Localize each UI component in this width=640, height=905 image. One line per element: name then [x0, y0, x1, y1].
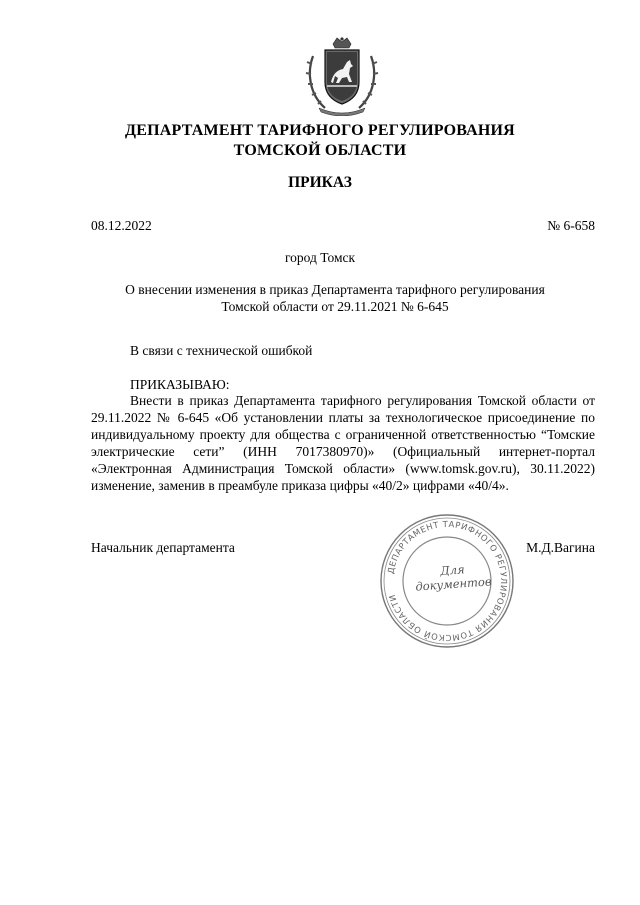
stamp-ring-text: ДЕПАРТАМЕНТ ТАРИФНОГО РЕГУЛИРОВАНИЯ ТОМСКОЙ ОБЛАСТИ [385, 518, 510, 644]
subject-line2: Томской области от 29.11.2021 № 6-645 [221, 299, 449, 314]
order-word: ПРИКАЗЫВАЮ: [130, 377, 230, 392]
document-type-title: ПРИКАЗ [288, 174, 352, 191]
coat-of-arms-icon [303, 36, 381, 116]
signer-title: Начальник департамента [91, 540, 235, 555]
order-date: 08.12.2022 [91, 218, 152, 233]
department-name-line1: ДЕПАРТАМЕНТ ТАРИФНОГО РЕГУЛИРОВАНИЯ [125, 122, 515, 139]
signer-name: М.Д.Вагина [526, 540, 595, 555]
order-body-text: Внести в приказ Департамента тарифного регулирования Томской области от 29.11.2022 № 6-645 «Об установлении платы за технологическое присоединение по индивидуальному проекту для общества с ограниченной ответственностью “Томские электрические сети” (ИНН 7017380970)» (Официальный интернет-портал «Электронная Администрация Томской области» (www.tomsk.gov.ru), 30.11.2022) изменение, заменив в преамбуле приказа цифры «40/2» цифрами «40/4». [91, 393, 595, 493]
reason-text: В связи с технической ошибкой [130, 343, 313, 358]
order-number: № 6-658 [547, 218, 595, 233]
stamp-center-text [412, 560, 494, 594]
stamp-center-line1: Для [439, 562, 466, 578]
order-subject [100, 281, 570, 315]
subject-line1: О внесении изменения в приказ Департамента тарифного регулирования [125, 282, 545, 297]
stamp-center-line2: документов [414, 574, 492, 594]
city-name: город Томск [284, 250, 356, 265]
department-name-line2: ТОМСКОЙ ОБЛАСТИ [233, 142, 407, 159]
